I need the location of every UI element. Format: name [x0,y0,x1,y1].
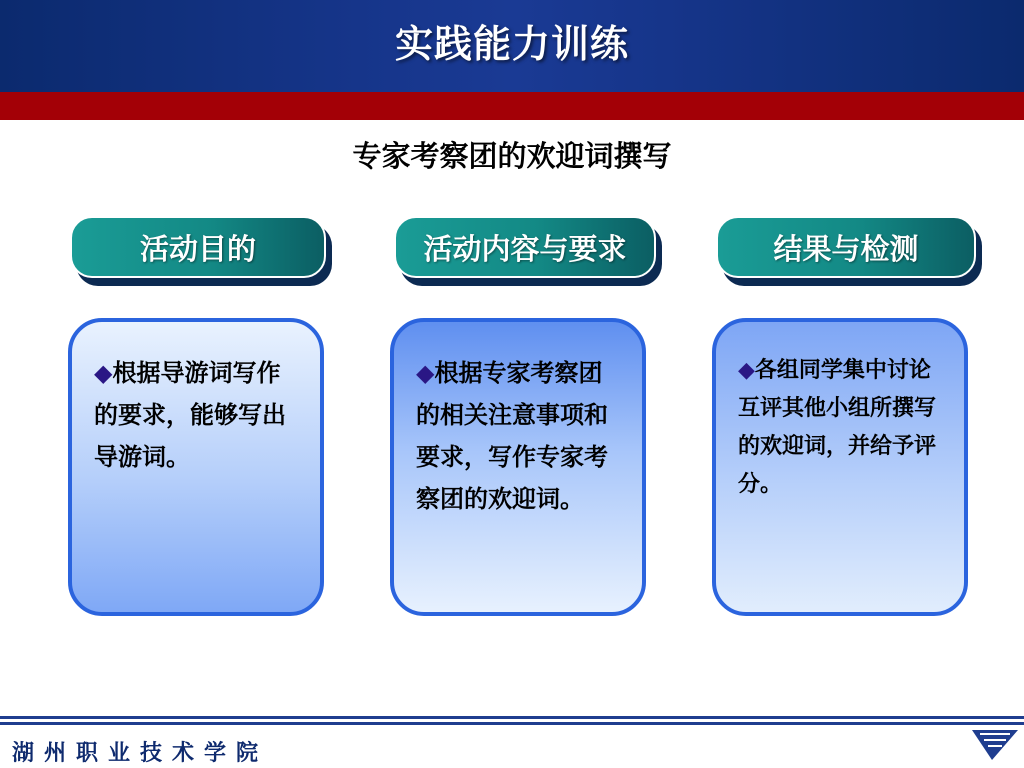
header-banner [0,0,1024,92]
card-text-result: ◆各组同学集中讨论互评其他小组所撰写的欢迎词，并给予评分。 [738,358,937,497]
slide-subtitle: 专家考察团的欢迎词撰写 [352,139,672,173]
section-label-purpose: 活动目的 [70,216,326,278]
section-label-content: 活动内容与要求 [394,216,656,278]
card-content [390,318,646,616]
section-header-result [716,216,976,278]
slide-title: 实践能力训练 [394,21,629,66]
card-result [712,318,968,616]
footer-rule [0,716,1024,728]
card-text-purpose: ◆根据导游词写作的要求，能够写出导游词。 [94,359,286,471]
bullet-diamond-icon: ◆ [738,358,755,383]
footer-institution: 湖州职业技术学院 [12,741,269,766]
section-header-purpose [70,216,326,278]
card-text-content: ◆根据专家考察团的相关注意事项和要求，写作专家考察团的欢迎词。 [416,359,608,513]
institution-logo-icon [970,728,1020,762]
accent-bar [0,92,1024,120]
section-label-result: 结果与检测 [716,216,976,278]
bullet-diamond-icon: ◆ [416,359,435,387]
card-purpose [68,318,324,616]
section-header-content [394,216,656,278]
bullet-diamond-icon: ◆ [94,359,113,387]
